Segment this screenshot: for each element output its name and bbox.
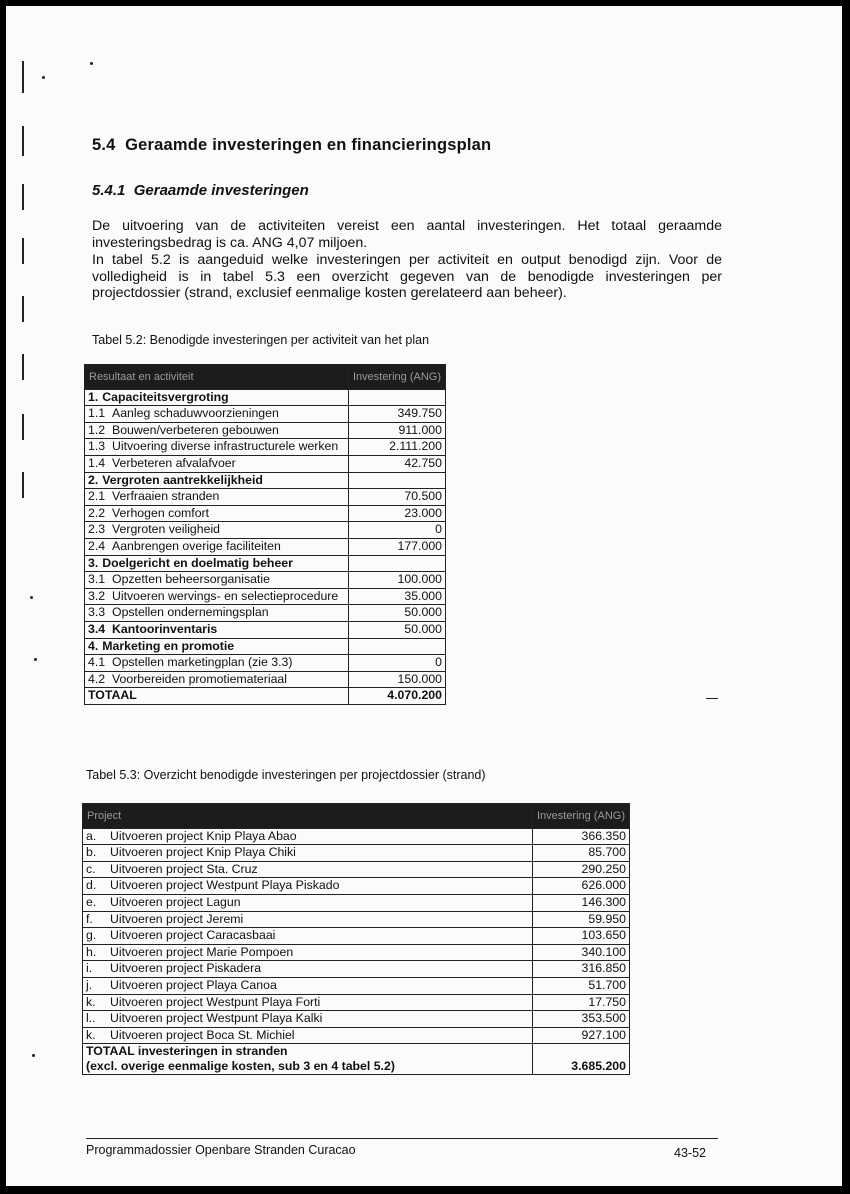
row-label: Uitvoeren project Marie Pompoen — [110, 944, 294, 959]
table-row — [83, 944, 630, 961]
row-label-cell — [83, 911, 533, 928]
table-row — [85, 422, 446, 439]
total-row — [83, 1044, 630, 1075]
subsection-title: Geraamde investeringen — [133, 182, 309, 199]
row-label: Kantoorinventaris — [112, 621, 218, 636]
table-row — [83, 1027, 630, 1044]
row-label-cell — [83, 1027, 533, 1044]
row-number: e. — [86, 894, 97, 909]
row-label-cell — [85, 572, 349, 589]
row-value: 35.000 — [348, 588, 445, 605]
row-label-cell — [83, 845, 533, 862]
row-label: Uitvoeren project Westpunt Playa Kalki — [110, 1011, 323, 1026]
row-value: 626.000 — [532, 878, 629, 895]
row-number: 2.2 — [88, 505, 106, 520]
row-number: 3.1 — [88, 572, 106, 587]
table-row — [85, 489, 446, 506]
margin-mark — [30, 596, 33, 599]
row-number: k. — [86, 994, 96, 1009]
row-value: 103.650 — [532, 928, 629, 945]
row-value: 366.350 — [532, 828, 629, 845]
row-number: 1. — [88, 389, 99, 404]
table-row — [83, 1011, 630, 1028]
table-row — [85, 472, 446, 489]
row-number: 1.3 — [88, 439, 106, 454]
row-label-cell — [85, 489, 349, 506]
row-label-cell — [83, 944, 533, 961]
row-value: 85.700 — [532, 845, 629, 862]
table-row — [83, 845, 630, 862]
row-number: b. — [86, 845, 97, 860]
row-number: h. — [86, 944, 97, 959]
row-label: Aanbrengen overige faciliteiten — [112, 538, 281, 553]
row-number: 4. — [88, 638, 99, 653]
row-label: Uitvoeren project Boca St. Michiel — [110, 1027, 295, 1042]
table-row — [85, 588, 446, 605]
row-number: f. — [86, 911, 93, 926]
table-body — [83, 828, 630, 1075]
margin-mark — [32, 1054, 35, 1057]
column-header: Resultaat en activiteit — [85, 365, 349, 390]
table-row — [85, 621, 446, 638]
row-label-cell — [83, 994, 533, 1011]
investments-per-activity-table — [84, 364, 446, 705]
row-label: Uitvoeren project Piskadera — [110, 961, 262, 976]
row-label: Uitvoeren project Jeremi — [110, 911, 244, 926]
row-value: 146.300 — [532, 894, 629, 911]
margin-mark — [706, 698, 718, 699]
row-value — [348, 555, 445, 572]
table-row — [85, 439, 446, 456]
table-row — [83, 961, 630, 978]
row-label: Uitvoeren wervings- en selectieprocedure — [112, 588, 339, 603]
table-row — [85, 655, 446, 672]
row-value: 911.000 — [348, 422, 445, 439]
column-header: Investering (ANG) — [532, 804, 629, 829]
row-label: Capaciteitsvergroting — [102, 389, 229, 404]
row-value — [348, 638, 445, 655]
footer-rule — [86, 1138, 718, 1139]
row-label: Verbeteren afvalafvoer — [112, 455, 236, 470]
table-row — [85, 555, 446, 572]
row-label-cell — [85, 406, 349, 423]
row-value: 150.000 — [348, 671, 445, 688]
row-label: Verhogen comfort — [112, 505, 210, 520]
total-value: 4.070.200 — [348, 688, 445, 705]
row-value: 42.750 — [348, 455, 445, 472]
row-label: Uitvoeren project Lagun — [110, 894, 241, 909]
row-label-cell — [85, 505, 349, 522]
row-label-cell — [83, 1011, 533, 1028]
total-value: 3.685.200 — [532, 1044, 629, 1075]
row-label-cell — [85, 588, 349, 605]
row-number: 1.1 — [88, 406, 106, 421]
row-label: Voorbereiden promotiemateriaal — [112, 671, 287, 686]
row-label: Uitvoeren project Sta. Cruz — [110, 861, 258, 876]
footer-title: Programmadossier Openbare Stranden Curacao — [86, 1143, 356, 1157]
row-label-cell — [83, 861, 533, 878]
row-number: 2.3 — [88, 522, 106, 537]
total-label-cell — [83, 1044, 533, 1075]
section-heading — [92, 136, 491, 155]
row-label: Vergroten veiligheid — [112, 522, 221, 537]
margin-mark — [90, 62, 93, 65]
table-row — [85, 389, 446, 406]
row-number: l.. — [86, 1011, 96, 1026]
column-header: Investering (ANG) — [348, 365, 445, 390]
row-label: Uitvoering diverse infrastructurele werken — [112, 439, 339, 454]
row-number: a. — [86, 828, 97, 843]
total-label-note: (excl. overige eenmalige kosten, sub 3 en 4 tabel 5.2) — [86, 1059, 395, 1074]
row-label-cell — [83, 977, 533, 994]
row-value: 316.850 — [532, 961, 629, 978]
margin-mark — [34, 658, 37, 661]
row-number: j. — [86, 977, 93, 992]
margin-mark — [22, 126, 24, 156]
row-number: k. — [86, 1027, 96, 1042]
row-number: 3. — [88, 555, 99, 570]
row-number: 2. — [88, 472, 99, 487]
row-label-cell — [85, 422, 349, 439]
total-label: TOTAAL — [85, 688, 349, 705]
row-value: 0 — [348, 522, 445, 539]
row-value: 927.100 — [532, 1027, 629, 1044]
row-number: 3.4 — [88, 621, 106, 636]
row-value — [348, 472, 445, 489]
row-value: 50.000 — [348, 621, 445, 638]
row-value: 50.000 — [348, 605, 445, 622]
row-label-cell — [83, 878, 533, 895]
table-row — [85, 455, 446, 472]
row-label: Vergroten aantrekkelijkheid — [102, 472, 263, 487]
row-label: Uitvoeren project Knip Playa Chiki — [110, 845, 296, 860]
row-label-cell — [85, 605, 349, 622]
table-row — [83, 994, 630, 1011]
table-row — [83, 828, 630, 845]
total-label: TOTAAL investeringen in stranden — [86, 1044, 288, 1059]
row-label: Bouwen/verbeteren gebouwen — [112, 422, 279, 437]
document-page — [6, 6, 842, 1186]
subsection-heading — [92, 182, 309, 199]
section-number: 5.4 — [92, 136, 116, 154]
table-row — [83, 878, 630, 895]
margin-mark — [22, 414, 24, 440]
table-row — [85, 671, 446, 688]
table-body — [85, 389, 446, 704]
row-value: 70.500 — [348, 489, 445, 506]
table-caption: Tabel 5.2: Benodigde investeringen per activiteit van het plan — [92, 333, 430, 347]
row-number: 3.2 — [88, 588, 106, 603]
row-label: Opzetten beheersorganisatie — [112, 572, 270, 587]
row-number: 1.4 — [88, 455, 106, 470]
row-label: Aanleg schaduwvoorzieningen — [112, 406, 279, 421]
row-number: 2.4 — [88, 538, 106, 553]
table-row — [85, 505, 446, 522]
table-row — [83, 928, 630, 945]
row-label: Uitvoeren project Westpunt Playa Forti — [110, 994, 321, 1009]
row-value: 59.950 — [532, 911, 629, 928]
investments-per-project-table — [82, 803, 630, 1075]
total-row — [85, 688, 446, 705]
row-label: Marketing en promotie — [102, 638, 235, 653]
row-number: 1.2 — [88, 422, 106, 437]
row-label-cell — [85, 655, 349, 672]
row-label: Uitvoeren project Westpunt Playa Piskado — [110, 878, 340, 893]
row-label: Verfraaien stranden — [112, 489, 220, 504]
row-value: 0 — [348, 655, 445, 672]
row-label-cell — [83, 961, 533, 978]
row-label: Uitvoeren project Playa Canoa — [110, 977, 277, 992]
subsection-number: 5.4.1 — [92, 182, 126, 199]
row-label: Opstellen marketingplan (zie 3.3) — [112, 655, 293, 670]
row-label-cell — [85, 389, 349, 406]
table-row — [83, 861, 630, 878]
row-number: c. — [86, 861, 96, 876]
row-value: 353.500 — [532, 1011, 629, 1028]
row-value: 23.000 — [348, 505, 445, 522]
table-row — [83, 894, 630, 911]
row-value: 2.111.200 — [348, 439, 445, 456]
row-label-cell — [85, 671, 349, 688]
row-value: 340.100 — [532, 944, 629, 961]
row-label-cell — [83, 828, 533, 845]
row-label-cell — [85, 538, 349, 555]
page-number: 43-52 — [674, 1146, 706, 1160]
row-value: 177.000 — [348, 538, 445, 555]
table-row — [85, 605, 446, 622]
margin-mark — [22, 61, 24, 93]
table-row — [85, 638, 446, 655]
row-label-cell — [85, 522, 349, 539]
row-label-cell — [83, 894, 533, 911]
row-value: 100.000 — [348, 572, 445, 589]
row-number: 2.1 — [88, 489, 106, 504]
row-label: Uitvoeren project Caracasbaai — [110, 928, 276, 943]
margin-mark — [22, 472, 24, 498]
table-row — [85, 406, 446, 423]
table-row — [85, 522, 446, 539]
row-label-cell — [83, 928, 533, 945]
table-row — [85, 538, 446, 555]
row-number: i. — [86, 961, 93, 976]
row-label-cell — [85, 555, 349, 572]
margin-mark — [22, 184, 24, 210]
row-label-cell — [85, 621, 349, 638]
row-label-cell — [85, 472, 349, 489]
row-number: 4.1 — [88, 655, 106, 670]
table-row — [85, 572, 446, 589]
margin-mark — [42, 76, 45, 79]
column-header: Project — [83, 804, 533, 829]
row-label-cell — [85, 439, 349, 456]
section-title: Geraamde investeringen en financieringsplan — [125, 136, 492, 154]
table-row — [83, 977, 630, 994]
row-label: Opstellen ondernemingsplan — [112, 605, 269, 620]
margin-mark — [22, 296, 24, 322]
row-label-cell — [85, 638, 349, 655]
row-value: 51.700 — [532, 977, 629, 994]
row-number: 4.2 — [88, 671, 106, 686]
table-caption: Tabel 5.3: Overzicht benodigde investeringen per projectdossier (strand) — [86, 768, 486, 782]
row-number: g. — [86, 928, 97, 943]
row-value — [348, 389, 445, 406]
paragraph: In tabel 5.2 is aangeduid welke investeringen per activiteit en output benodigd zijn. Voor de volledigheid is in tabel 5.3 een overzicht gegeven van de benodigde investeringen per projectdossier (strand, exclusief eenmalige kosten gerelateerd aan beheer). — [92, 252, 722, 301]
row-label: Uitvoeren project Knip Playa Abao — [110, 828, 297, 843]
row-value: 290.250 — [532, 861, 629, 878]
row-number: 3.3 — [88, 605, 106, 620]
row-value: 17.750 — [532, 994, 629, 1011]
margin-mark — [22, 238, 24, 264]
margin-mark — [22, 354, 24, 380]
row-number: d. — [86, 878, 97, 893]
paragraph: De uitvoering van de activiteiten vereist een aantal investeringen. Het totaal geraamde investeringsbedrag is ca. ANG 4,07 miljoen. — [92, 218, 722, 251]
table-row — [83, 911, 630, 928]
row-label: Doelgericht en doelmatig beheer — [102, 555, 293, 570]
row-value: 349.750 — [348, 406, 445, 423]
row-label-cell — [85, 455, 349, 472]
